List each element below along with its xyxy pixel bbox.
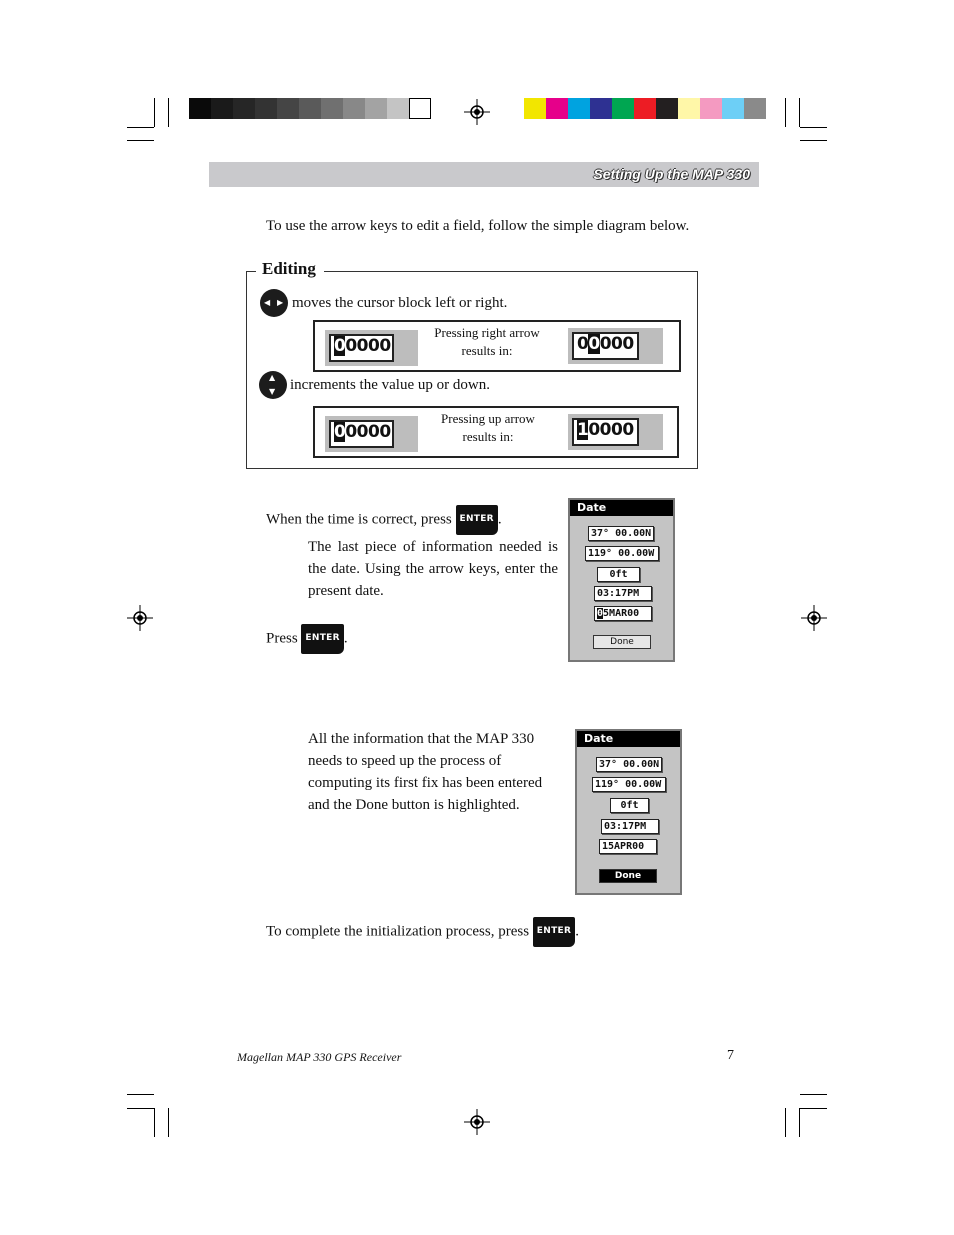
color-swatch bbox=[409, 98, 431, 119]
color-swatch bbox=[343, 98, 365, 119]
cursor-block: 0 bbox=[334, 336, 346, 356]
latitude-field[interactable]: 37° 00.00N bbox=[588, 526, 654, 541]
lcd-digits: 0000 bbox=[345, 422, 391, 442]
lcd-before bbox=[325, 416, 418, 452]
color-swatch bbox=[233, 98, 255, 119]
cursor-block: 0 bbox=[588, 334, 600, 354]
registration-mark-icon bbox=[464, 99, 490, 125]
section-title: Setting Up the MAP 330 bbox=[593, 166, 750, 182]
enter-key-icon: ENTER bbox=[533, 917, 575, 947]
up-down-description: increments the value up or down. bbox=[290, 377, 490, 393]
time-field[interactable]: 03:17PM bbox=[601, 819, 659, 834]
registration-mark-icon bbox=[127, 605, 153, 631]
done-button[interactable]: Done bbox=[593, 635, 651, 649]
lcd-digits: 0000 bbox=[588, 420, 634, 440]
registration-mark-icon bbox=[464, 1109, 490, 1135]
date-screen-done bbox=[575, 729, 682, 895]
done-button-highlighted[interactable]: Done bbox=[599, 869, 657, 883]
lcd-digits: 0000 bbox=[345, 336, 391, 356]
time-correct-instruction: When the time is correct, press ENTER . bbox=[266, 505, 502, 535]
right-arrow-example bbox=[313, 320, 681, 372]
color-swatch bbox=[211, 98, 233, 119]
elevation-field[interactable]: 0ft bbox=[597, 567, 640, 582]
lcd-before bbox=[325, 330, 418, 366]
time-field[interactable]: 03:17PM bbox=[594, 586, 652, 601]
cursor-block: 1 bbox=[577, 420, 589, 440]
editing-legend: Editing bbox=[256, 259, 324, 279]
color-swatch bbox=[568, 98, 590, 119]
instruction-text: To complete the initialization process, press bbox=[266, 923, 530, 940]
color-swatch bbox=[524, 98, 546, 119]
up-down-arrow-key-icon: ▲ ▼ bbox=[259, 371, 287, 399]
color-swatch bbox=[700, 98, 722, 119]
enter-key-icon: ENTER bbox=[456, 505, 498, 535]
color-swatch bbox=[189, 98, 211, 119]
longitude-field[interactable]: 119° 00.00W bbox=[585, 546, 659, 561]
date-screen-editing bbox=[568, 498, 675, 662]
intro-text: To use the arrow keys to edit a field, follow the simple diagram below. bbox=[266, 218, 690, 234]
screen-title: Date bbox=[570, 500, 673, 516]
color-swatch bbox=[321, 98, 343, 119]
enter-key-icon: ENTER bbox=[301, 624, 343, 654]
lcd-digits: 000 bbox=[599, 334, 634, 354]
longitude-field[interactable]: 119° 00.00W bbox=[592, 777, 666, 792]
date-field[interactable] bbox=[594, 606, 652, 621]
color-swatch bbox=[387, 98, 409, 119]
page-number: 7 bbox=[727, 1048, 734, 1063]
color-swatch bbox=[634, 98, 656, 119]
color-swatch bbox=[656, 98, 678, 119]
date-paragraph: The last piece of information needed is the date. Using the arrow keys, enter the present date. bbox=[308, 539, 558, 599]
color-swatch bbox=[255, 98, 277, 119]
screen-title: Date bbox=[577, 731, 680, 747]
color-swatch bbox=[744, 98, 766, 119]
color-swatch bbox=[546, 98, 568, 119]
registration-mark-icon bbox=[801, 605, 827, 631]
color-swatch bbox=[722, 98, 744, 119]
color-swatch bbox=[365, 98, 387, 119]
left-right-description: moves the cursor block left or right. bbox=[292, 295, 508, 311]
info-entered-paragraph: All the information that the MAP 330 needs to speed up the process of computing its first fix has been entered and the Done button is highlighted. bbox=[308, 731, 543, 813]
elevation-field[interactable]: 0ft bbox=[610, 798, 649, 813]
date-value: 5MAR00 bbox=[603, 608, 640, 619]
up-arrow-example bbox=[313, 406, 679, 458]
cursor-block: 0 bbox=[334, 422, 346, 442]
color-swatch bbox=[277, 98, 299, 119]
color-swatch bbox=[678, 98, 700, 119]
instruction-text: When the time is correct, press bbox=[266, 511, 452, 528]
left-right-arrow-key-icon: ◀ ▶ bbox=[260, 289, 288, 317]
color-swatch bbox=[299, 98, 321, 119]
cursor-block: 0 bbox=[597, 608, 604, 619]
example-caption: Pressing up arrow results in: bbox=[441, 411, 535, 444]
color-swatch bbox=[612, 98, 634, 119]
lcd-after bbox=[568, 414, 663, 450]
instruction-text: Press bbox=[266, 630, 298, 647]
lcd-digits: 0 bbox=[577, 334, 589, 354]
footer-product-name: Magellan MAP 330 GPS Receiver bbox=[237, 1050, 402, 1064]
color-swatch bbox=[590, 98, 612, 119]
complete-instruction: To complete the initialization process, press ENTER . bbox=[266, 917, 579, 947]
date-field[interactable]: 15APR00 bbox=[599, 839, 657, 854]
lcd-after bbox=[568, 328, 663, 364]
section-header-band bbox=[209, 162, 759, 187]
press-enter-instruction: Press ENTER . bbox=[266, 624, 348, 654]
example-caption: Pressing right arrow results in: bbox=[434, 325, 540, 358]
latitude-field[interactable]: 37° 00.00N bbox=[596, 757, 662, 772]
